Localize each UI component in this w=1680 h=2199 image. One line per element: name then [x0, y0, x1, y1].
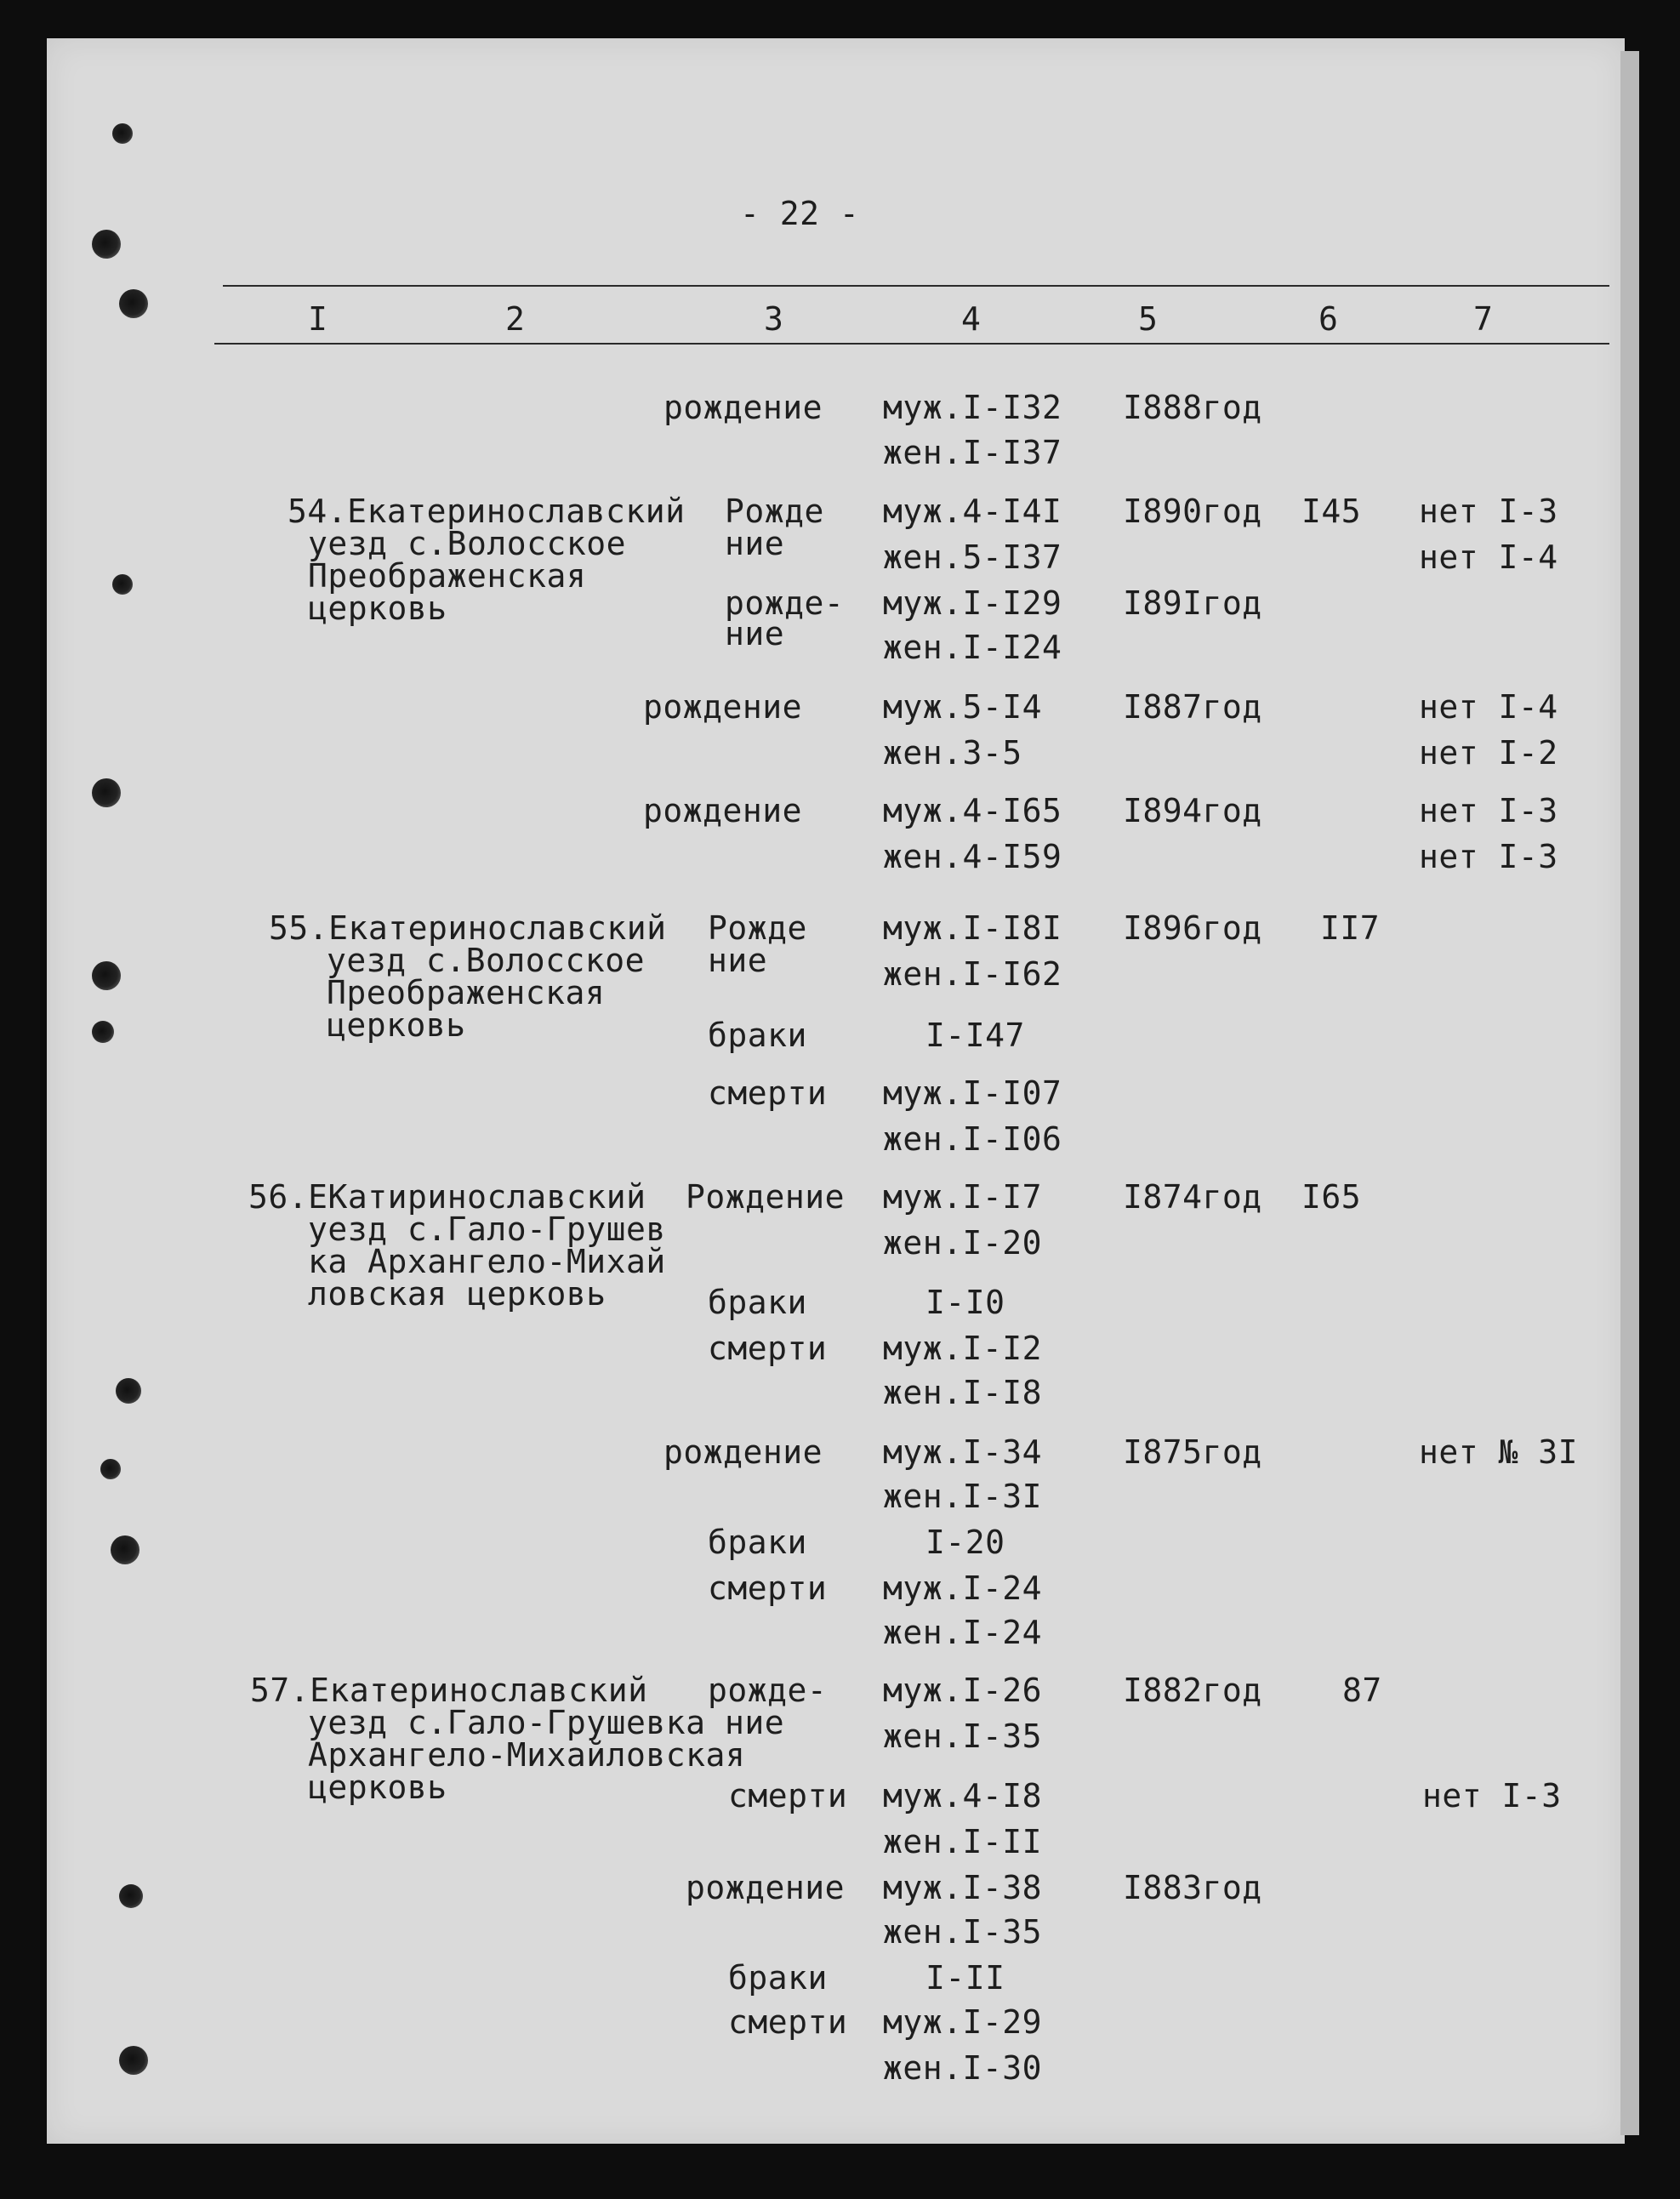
parish-entry-title: 55.Екатеринославский [269, 909, 667, 947]
record-type: смерти [708, 1330, 828, 1367]
record-male: муж.I-I2 [883, 1330, 1043, 1367]
record-count: I65 [1301, 1178, 1362, 1216]
record-count: II7 [1320, 909, 1381, 947]
record-type: смерти [728, 1777, 848, 1814]
parish-entry-line: церковь [308, 1769, 447, 1806]
record-count: I45 [1301, 493, 1362, 530]
parish-entry-line: ка Архангело-Михай [308, 1243, 666, 1280]
parish-entry-line: Архангело-Михайловская [308, 1736, 746, 1774]
record-female: жен.I-24 [883, 1614, 1043, 1651]
record-type: ние [725, 525, 785, 562]
binding-hole [111, 1535, 140, 1564]
binding-hole [112, 123, 133, 144]
record-type: Рожде [708, 909, 807, 947]
record-female: жен.3-5 [883, 734, 1022, 772]
column-header-7: 7 [1473, 300, 1494, 338]
record-type: браки [708, 1284, 807, 1321]
record-type: Рождение [686, 1178, 846, 1216]
header-rule-bottom [214, 343, 1609, 345]
record-note: нет I-4 [1419, 538, 1558, 576]
record-male: муж.5-I4 [883, 688, 1043, 726]
parish-entry-line: ловская церковь [308, 1275, 607, 1313]
record-female: жен.I-I37 [883, 434, 1062, 471]
page-number: - 22 - [740, 195, 860, 232]
record-type: смерти [728, 2003, 848, 2041]
record-type: браки [728, 1959, 828, 1997]
record-female: жен.5-I37 [883, 538, 1062, 576]
parish-entry-line: уезд с.Гало-Грушевка [308, 1704, 706, 1741]
record-type: смерти [708, 1074, 828, 1112]
record-note: нет I-3 [1419, 838, 1558, 875]
record-year: I875год [1123, 1433, 1262, 1471]
record-type: рождение [663, 389, 823, 426]
parish-entry-line: церковь [327, 1006, 466, 1044]
record-year: I894год [1123, 792, 1262, 829]
record-female: жен.I-30 [883, 2049, 1043, 2087]
record-female: жен.I-35 [883, 1913, 1043, 1951]
record-female: жен.4-I59 [883, 838, 1062, 875]
record-male: муж.I-I29 [883, 584, 1062, 622]
parish-entry-title: 57.Екатеринославский [250, 1672, 648, 1709]
record-female: жен.I-I06 [883, 1120, 1062, 1158]
record-male: муж.4-I8 [883, 1777, 1043, 1814]
column-header-1: I [308, 300, 328, 338]
binding-hole [100, 1459, 121, 1479]
record-female: жен.I-20 [883, 1224, 1043, 1262]
column-header-6: 6 [1318, 300, 1339, 338]
column-header-2: 2 [505, 300, 526, 338]
record-type: рождение [663, 1433, 823, 1471]
document-page [47, 38, 1625, 2144]
record-type: браки [708, 1017, 807, 1054]
record-female: жен.I-I62 [883, 955, 1062, 993]
parish-entry-line: церковь [308, 590, 447, 627]
record-year: I887год [1123, 688, 1262, 726]
record-type: рождение [686, 1869, 846, 1906]
binding-hole [119, 1884, 143, 1908]
record-male: муж.I-29 [883, 2003, 1043, 2041]
record-female: жен.I-I24 [883, 629, 1062, 666]
binding-hole [116, 1378, 141, 1404]
record-type: рождение [643, 792, 803, 829]
record-male: муж.I-38 [883, 1869, 1043, 1906]
record-marriages: I-I47 [925, 1017, 1025, 1054]
binding-hole [119, 289, 148, 318]
parish-entry-line: уезд с.Волосское [308, 525, 627, 562]
record-male: муж.I-26 [883, 1672, 1043, 1709]
binding-hole [92, 778, 121, 807]
binding-hole [92, 1021, 114, 1043]
record-male: муж.I-I8I [883, 909, 1062, 947]
record-female: жен.I-3I [883, 1478, 1043, 1515]
record-male: муж.I-24 [883, 1569, 1043, 1607]
record-year: I882год [1123, 1672, 1262, 1709]
record-note: нет I-3 [1422, 1777, 1562, 1814]
record-type: ние [725, 1704, 785, 1741]
record-type: браки [708, 1524, 807, 1561]
record-year: I883год [1123, 1869, 1262, 1906]
record-note: нет № 3I [1419, 1433, 1579, 1471]
record-type: рожде- [708, 1672, 828, 1709]
record-male: муж.I-I32 [883, 389, 1062, 426]
parish-entry-line: Преображенская [308, 557, 587, 595]
parish-entry-title: 56.ЕКатириноcлавский [248, 1178, 646, 1216]
parish-entry-line: уезд с.Гало-Грушев [308, 1211, 666, 1248]
parish-entry-title: 54.Екатеринославский [288, 493, 686, 530]
record-male: муж.4-I4I [883, 493, 1062, 530]
record-note: нет I-3 [1419, 792, 1558, 829]
binding-hole [92, 961, 121, 990]
column-header-4: 4 [961, 300, 982, 338]
binding-hole [92, 230, 121, 259]
header-rule-top [223, 285, 1609, 287]
record-type: рожде- [725, 584, 845, 622]
column-header-3: 3 [764, 300, 784, 338]
column-header-5: 5 [1138, 300, 1159, 338]
record-type: ние [725, 615, 785, 652]
binding-hole [112, 574, 133, 595]
record-male: муж.I-I07 [883, 1074, 1062, 1112]
record-male: муж.I-I7 [883, 1178, 1043, 1216]
page-edge [1620, 51, 1639, 2135]
parish-entry-line: уезд с.Волосское [327, 942, 646, 979]
record-year: I888год [1123, 389, 1262, 426]
record-type: смерти [708, 1569, 828, 1607]
binding-hole [119, 2046, 148, 2075]
record-type: Рожде [725, 493, 824, 530]
record-count: 87 [1342, 1672, 1382, 1709]
record-type: рождение [643, 688, 803, 726]
record-type: ние [708, 942, 768, 979]
record-male: муж.4-I65 [883, 792, 1062, 829]
record-year: I890год [1123, 493, 1262, 530]
record-note: нет I-4 [1419, 688, 1558, 726]
record-note: нет I-2 [1419, 734, 1558, 772]
parish-entry-line: Преображенская [327, 974, 606, 1011]
record-note: нет I-3 [1419, 493, 1558, 530]
record-female: жен.I-35 [883, 1718, 1043, 1755]
record-year: I896год [1123, 909, 1262, 947]
record-marriages: I-II [925, 1959, 1005, 1997]
record-male: муж.I-34 [883, 1433, 1043, 1471]
record-female: жен.I-II [883, 1823, 1043, 1860]
record-marriages: I-I0 [925, 1284, 1005, 1321]
record-year: I874год [1123, 1178, 1262, 1216]
record-female: жен.I-I8 [883, 1374, 1043, 1411]
record-marriages: I-20 [925, 1524, 1005, 1561]
record-year: I89Iгод [1123, 584, 1262, 622]
